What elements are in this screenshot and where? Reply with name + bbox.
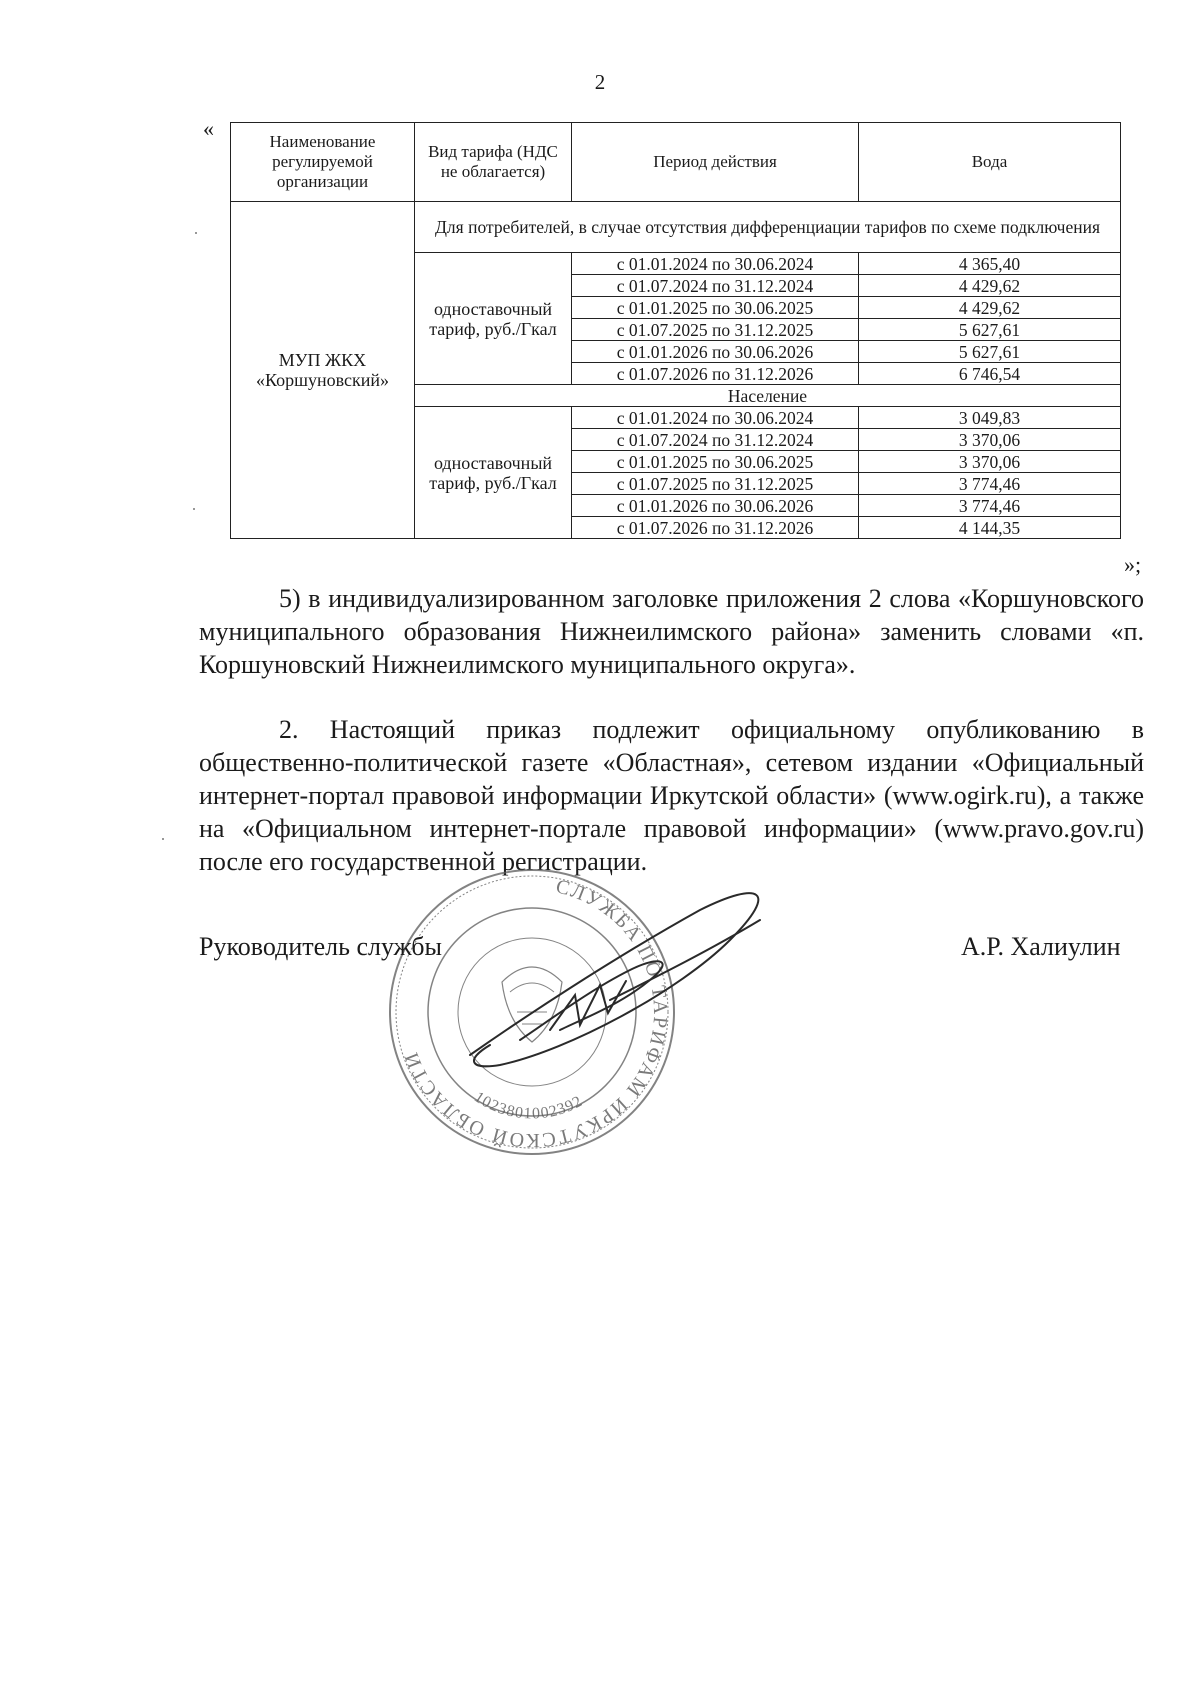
period-cell: с 01.01.2024 по 30.06.2024 [572,253,859,275]
period-cell: с 01.07.2026 по 31.12.2026 [572,363,859,385]
value-cell: 3 370,06 [859,451,1121,473]
period-cell: с 01.07.2025 по 31.12.2025 [572,473,859,495]
section-title-consumers: Для потребителей, в случае отсутствия дифференциации тарифов по схеме подключения [415,202,1121,253]
period-cell: с 01.07.2024 по 31.12.2024 [572,275,859,297]
value-cell: 3 774,46 [859,473,1121,495]
scan-speck [195,232,197,234]
period-cell: с 01.07.2024 по 31.12.2024 [572,429,859,451]
open-quote: « [203,116,214,141]
scan-speck [193,508,195,510]
tariff-table [230,122,1121,539]
signer-name: А.Р. Халиулин [961,932,1121,961]
value-cell: 5 627,61 [859,319,1121,341]
paragraph-text: 5) в индивидуализированном заголовке приложения 2 слова «Коршуновского муниципального образования Нижнеилимского района» заменить словами «п. Коршуновский Нижнеилимского муниципального округа». [199,584,1144,679]
value-cell: 5 627,61 [859,341,1121,363]
paragraph-text: 2. Настоящий приказ подлежит официальному опубликованию в общественно-политической газете «Областная», сетевом издании «Официальный интернет-портал правовой информации Иркутской области» (www.ogirk.ru), а также на «Официальном интернет-портале правовой информации» (www.pravo.gov.ru) после его государственной регистрации. [199,715,1144,876]
tariff-type-cell: одноставочный тариф, руб./Гкал [415,253,572,385]
tariff-type-cell: одноставочный тариф, руб./Гкал [415,407,572,539]
value-cell: 6 746,54 [859,363,1121,385]
period-cell: с 01.01.2025 по 30.06.2025 [572,451,859,473]
period-cell: с 01.01.2024 по 30.06.2024 [572,407,859,429]
period-cell: с 01.07.2026 по 31.12.2026 [572,517,859,539]
header-period: Период действия [572,123,859,202]
period-cell: с 01.01.2026 по 30.06.2026 [572,341,859,363]
value-cell: 4 365,40 [859,253,1121,275]
value-cell: 4 429,62 [859,297,1121,319]
value-cell: 4 429,62 [859,275,1121,297]
section-title-population: Население [415,385,1121,407]
value-cell: 3 049,83 [859,407,1121,429]
organization-cell: МУП ЖКХ «Коршуновский» [231,202,415,539]
seal-outer-text: СЛУЖБА ПО ТАРИФАМ ИРКУТСКОЙ ОБЛАСТИ [399,875,672,1152]
handwritten-signature-icon [460,880,780,1080]
header-water: Вода [859,123,1121,202]
header-organization: Наименование регулируемой организации [231,123,415,202]
paragraph-item-5 [199,582,1144,681]
value-cell: 4 144,35 [859,517,1121,539]
table-header-row [231,123,1121,202]
signer-title: Руководитель службы [199,932,442,961]
period-cell: с 01.01.2025 по 30.06.2025 [572,297,859,319]
period-cell: с 01.07.2025 по 31.12.2025 [572,319,859,341]
close-quote: »; [1124,552,1142,577]
seal-bottom-text: 1023801002392 [471,1088,586,1123]
value-cell: 3 370,06 [859,429,1121,451]
header-tariff-type: Вид тарифа (НДС не облагается) [415,123,572,202]
scan-speck [162,838,164,840]
page-number: 2 [594,70,606,94]
paragraph-item-2 [199,713,1144,878]
period-cell: с 01.01.2026 по 30.06.2026 [572,495,859,517]
section-title-row [231,202,1121,253]
value-cell: 3 774,46 [859,495,1121,517]
